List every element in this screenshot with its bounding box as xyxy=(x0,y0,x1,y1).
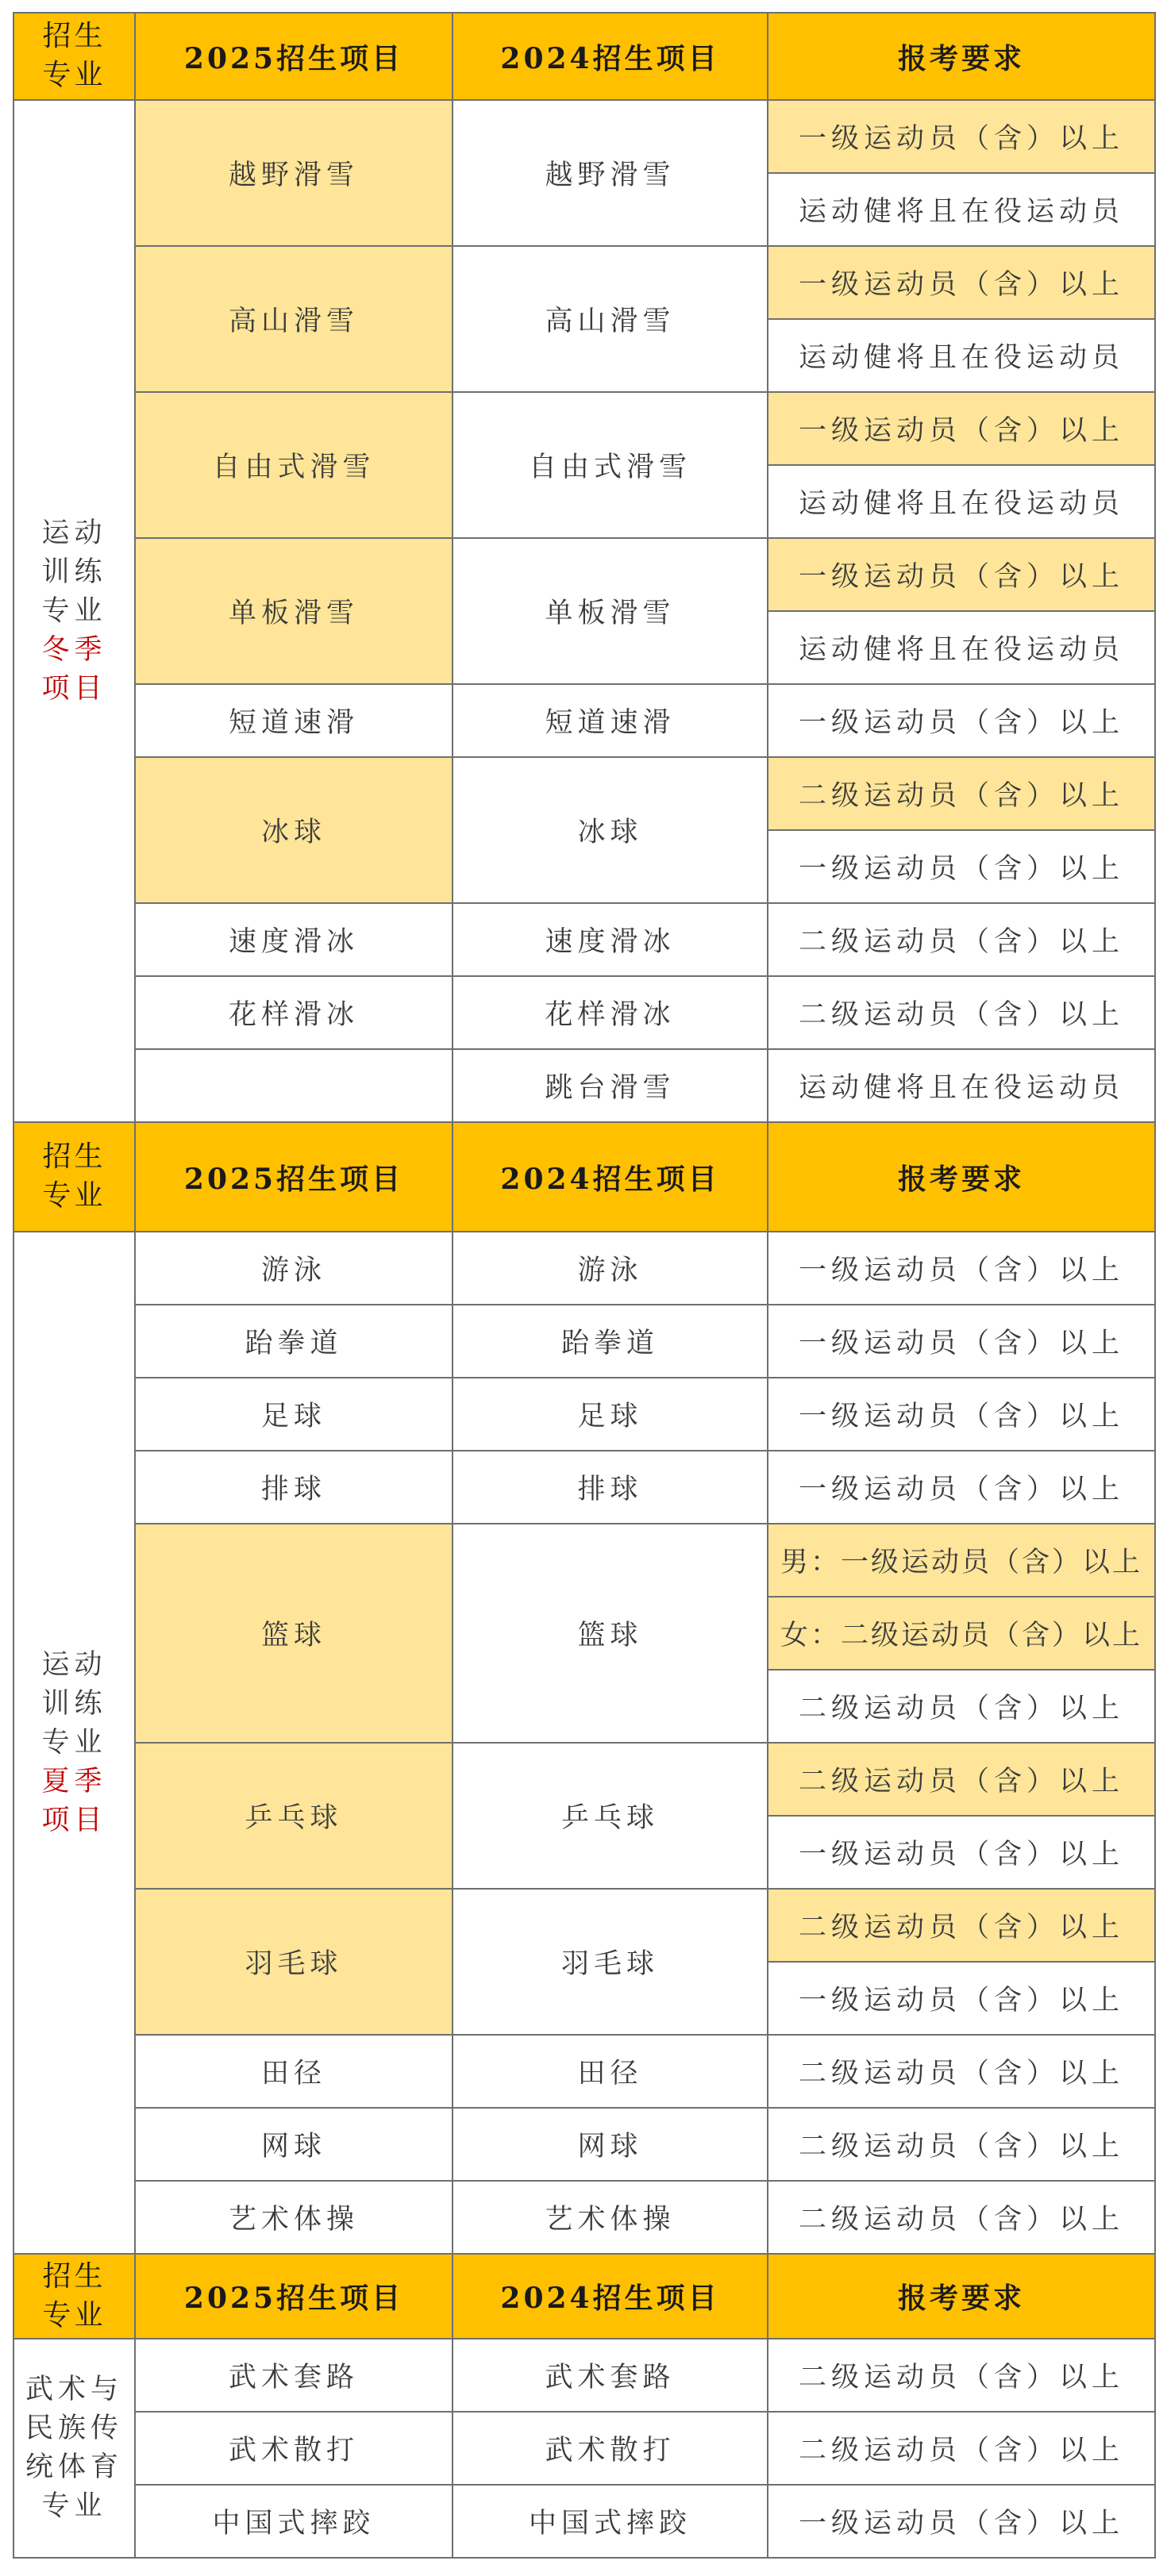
project-2025: 越野滑雪 xyxy=(135,100,453,246)
project-2025: 短道速滑 xyxy=(135,684,453,757)
table-row xyxy=(13,392,1155,465)
project-2025: 武术套路 xyxy=(135,2339,453,2412)
table-row xyxy=(13,1743,1155,1816)
table-row xyxy=(13,1049,1155,1122)
project-2025: 冰球 xyxy=(135,757,453,903)
requirement: 一级运动员（含）以上 xyxy=(768,1962,1155,2035)
project-2024: 高山滑雪 xyxy=(453,246,768,392)
project-2025: 足球 xyxy=(135,1378,453,1451)
requirement: 一级运动员（含）以上 xyxy=(768,538,1155,611)
major-label-winter: 运动 训练 专业 冬季 项目 xyxy=(13,100,135,1122)
requirement: 一级运动员（含）以上 xyxy=(768,392,1155,465)
project-2025: 跆拳道 xyxy=(135,1305,453,1378)
project-2024: 中国式摔跤 xyxy=(453,2485,768,2558)
project-2025 xyxy=(135,1049,453,1122)
requirement: 二级运动员（含）以上 xyxy=(768,976,1155,1049)
requirement: 二级运动员（含）以上 xyxy=(768,2412,1155,2485)
project-2025: 游泳 xyxy=(135,1232,453,1305)
project-2025: 网球 xyxy=(135,2108,453,2181)
table-row xyxy=(13,1451,1155,1524)
requirement: 二级运动员（含）以上 xyxy=(768,1889,1155,1962)
project-2025: 速度滑冰 xyxy=(135,903,453,976)
project-2025: 艺术体操 xyxy=(135,2181,453,2254)
project-2024: 篮球 xyxy=(453,1524,768,1743)
header-requirement: 报考要求 xyxy=(768,1122,1155,1232)
requirement: 二级运动员（含）以上 xyxy=(768,903,1155,976)
header-2024: 2024招生项目 xyxy=(453,1122,768,1232)
requirement: 一级运动员（含）以上 xyxy=(768,1816,1155,1889)
header-row xyxy=(13,1122,1155,1232)
table-row xyxy=(13,100,1155,173)
table-row xyxy=(13,1378,1155,1451)
requirement: 二级运动员（含）以上 xyxy=(768,757,1155,830)
requirement: 一级运动员（含）以上 xyxy=(768,1305,1155,1378)
admission-table xyxy=(13,12,1156,2559)
project-2024: 羽毛球 xyxy=(453,1889,768,2035)
project-2025: 武术散打 xyxy=(135,2412,453,2485)
requirement: 二级运动员（含）以上 xyxy=(768,2035,1155,2108)
requirement: 男：一级运动员（含）以上 xyxy=(768,1524,1155,1597)
table-row xyxy=(13,976,1155,1049)
project-2024: 足球 xyxy=(453,1378,768,1451)
table-row xyxy=(13,1524,1155,1597)
table-row xyxy=(13,903,1155,976)
requirement: 运动健将且在役运动员 xyxy=(768,173,1155,246)
project-2025: 排球 xyxy=(135,1451,453,1524)
header-row xyxy=(13,13,1155,100)
project-2024: 冰球 xyxy=(453,757,768,903)
project-2024: 游泳 xyxy=(453,1232,768,1305)
requirement: 运动健将且在役运动员 xyxy=(768,1049,1155,1122)
table-row xyxy=(13,538,1155,611)
requirement: 二级运动员（含）以上 xyxy=(768,1743,1155,1816)
requirement: 二级运动员（含）以上 xyxy=(768,2108,1155,2181)
project-2024: 网球 xyxy=(453,2108,768,2181)
project-2025: 田径 xyxy=(135,2035,453,2108)
requirement: 一级运动员（含）以上 xyxy=(768,1451,1155,1524)
requirement: 一级运动员（含）以上 xyxy=(768,1232,1155,1305)
project-2024: 武术散打 xyxy=(453,2412,768,2485)
project-2024: 单板滑雪 xyxy=(453,538,768,684)
major-label-wushu: 武术与 民族传 统体育 专业 xyxy=(13,2339,135,2558)
requirement: 一级运动员（含）以上 xyxy=(768,1378,1155,1451)
project-2024: 武术套路 xyxy=(453,2339,768,2412)
requirement: 女：二级运动员（含）以上 xyxy=(768,1597,1155,1670)
requirement: 运动健将且在役运动员 xyxy=(768,319,1155,392)
project-2025: 花样滑冰 xyxy=(135,976,453,1049)
table-row xyxy=(13,2485,1155,2558)
project-2024: 短道速滑 xyxy=(453,684,768,757)
header-major: 招生 专业 xyxy=(13,13,135,100)
project-2025: 单板滑雪 xyxy=(135,538,453,684)
requirement: 一级运动员（含）以上 xyxy=(768,246,1155,319)
project-2024: 田径 xyxy=(453,2035,768,2108)
header-2025: 2025招生项目 xyxy=(135,2254,453,2339)
header-requirement: 报考要求 xyxy=(768,13,1155,100)
header-2024: 2024招生项目 xyxy=(453,13,768,100)
table-row xyxy=(13,2339,1155,2412)
table-row xyxy=(13,684,1155,757)
requirement: 二级运动员（含）以上 xyxy=(768,2339,1155,2412)
table-row xyxy=(13,2181,1155,2254)
header-2025: 2025招生项目 xyxy=(135,13,453,100)
project-2025: 中国式摔跤 xyxy=(135,2485,453,2558)
project-2025: 自由式滑雪 xyxy=(135,392,453,538)
requirement: 一级运动员（含）以上 xyxy=(768,100,1155,173)
table-row xyxy=(13,1889,1155,1962)
project-2024: 越野滑雪 xyxy=(453,100,768,246)
project-2024: 速度滑冰 xyxy=(453,903,768,976)
header-2024: 2024招生项目 xyxy=(453,2254,768,2339)
major-label-summer: 运动 训练 专业 夏季 项目 xyxy=(13,1232,135,2254)
table-row xyxy=(13,246,1155,319)
table-row xyxy=(13,757,1155,830)
project-2024: 艺术体操 xyxy=(453,2181,768,2254)
header-row xyxy=(13,2254,1155,2339)
project-2024: 排球 xyxy=(453,1451,768,1524)
requirement: 一级运动员（含）以上 xyxy=(768,2485,1155,2558)
table-row xyxy=(13,2412,1155,2485)
header-major: 招生 专业 xyxy=(13,1122,135,1232)
table-row xyxy=(13,2108,1155,2181)
header-major: 招生 专业 xyxy=(13,2254,135,2339)
table-row xyxy=(13,1305,1155,1378)
table-row xyxy=(13,1232,1155,1305)
project-2024: 自由式滑雪 xyxy=(453,392,768,538)
requirement: 二级运动员（含）以上 xyxy=(768,1670,1155,1743)
table-row xyxy=(13,2035,1155,2108)
project-2024: 跆拳道 xyxy=(453,1305,768,1378)
header-2025: 2025招生项目 xyxy=(135,1122,453,1232)
project-2025: 羽毛球 xyxy=(135,1889,453,2035)
project-2024: 跳台滑雪 xyxy=(453,1049,768,1122)
header-requirement: 报考要求 xyxy=(768,2254,1155,2339)
project-2024: 乒乓球 xyxy=(453,1743,768,1889)
requirement: 运动健将且在役运动员 xyxy=(768,465,1155,538)
project-2024: 花样滑冰 xyxy=(453,976,768,1049)
project-2025: 乒乓球 xyxy=(135,1743,453,1889)
requirement: 运动健将且在役运动员 xyxy=(768,611,1155,684)
requirement: 一级运动员（含）以上 xyxy=(768,830,1155,903)
project-2025: 篮球 xyxy=(135,1524,453,1743)
requirement: 二级运动员（含）以上 xyxy=(768,2181,1155,2254)
requirement: 一级运动员（含）以上 xyxy=(768,684,1155,757)
project-2025: 高山滑雪 xyxy=(135,246,453,392)
